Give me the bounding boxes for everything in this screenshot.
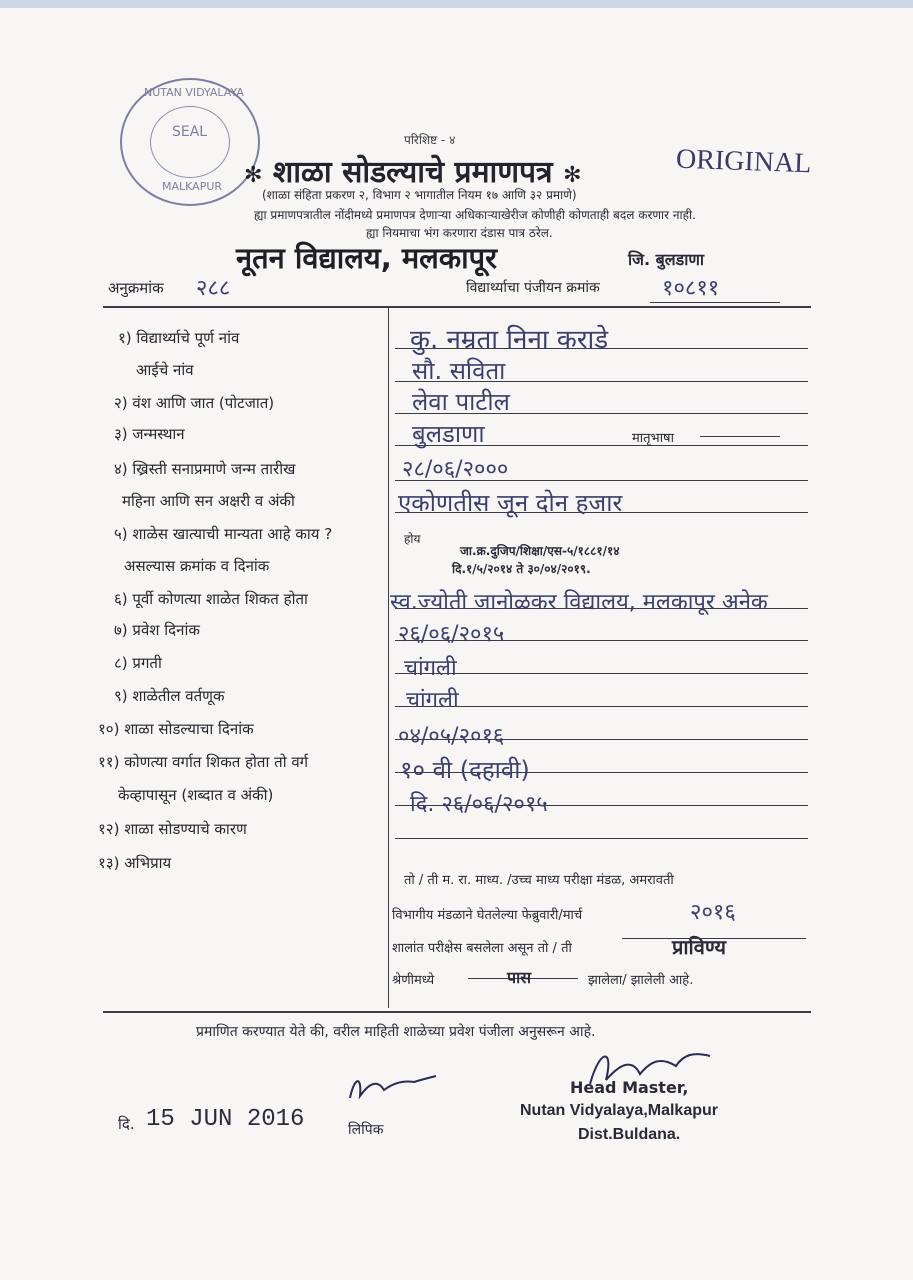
recognition-number-value: जा.क्र.दुजिप/शिक्षा/एस-५/१८८१/१४ (460, 544, 620, 558)
flourish-left-icon: ✻ (244, 163, 263, 188)
field-label-progress: ८) प्रगती (114, 654, 162, 672)
remarks-line-3: शालांत परीक्षेस बसलेला असून तो / ती (392, 941, 572, 956)
clerk-label: लिपिक (348, 1122, 384, 1138)
headmaster-school: Nutan Vidyalaya,Malkapur (520, 1102, 718, 1119)
birthplace-value: बुलडाणा (412, 420, 485, 448)
rule-reference: (शाळा संहिता प्रकरण २, विभाग २ भागातील नियम १७ आणि ३२ प्रमाणे) (262, 188, 577, 202)
field-label-admission-date: ७) प्रवेश दिनांक (114, 621, 200, 639)
original-stamp: ORIGINAL (675, 143, 812, 180)
field-label-class: ११) कोणत्या वर्गात शिकत होता तो वर्ग (98, 753, 309, 771)
school-seal (120, 78, 263, 206)
certificate-title: शाळा सोडल्याचे प्रमाणपत्र (272, 155, 553, 190)
field-label-remarks: १३) अभिप्राय (98, 854, 172, 872)
registration-label: विद्यार्थ्याचा पंजीयन क्रमांक (466, 280, 600, 296)
class-since-value: दि. २६/०६/२०१५ (410, 792, 548, 817)
field-label-previous-school: ६) पूर्वी कोणत्या शाळेत शिकत होता (114, 590, 308, 608)
appendix-label: परिशिष्ट - ४ (404, 133, 456, 147)
remarks-line-4-end: झालेला/ झालेली आहे. (588, 973, 694, 988)
remarks-line-2: विभागीय मंडळाने घेतलेल्या फेब्रुवारी/मार्च (392, 908, 583, 923)
table-top-rule (103, 306, 811, 308)
seal-text-center: SEAL (172, 124, 208, 140)
field-label-conduct: ९) शाळेतील वर्तणूक (114, 687, 225, 705)
recognition-value: होय (404, 532, 421, 546)
mother-tongue-label: मातृभाषा (632, 431, 674, 446)
conduct-value: चांगली (406, 688, 459, 713)
clerk-signature (340, 1068, 440, 1108)
table-divider (388, 308, 389, 1008)
table-bottom-rule (103, 1011, 811, 1013)
field-label-class-since: केव्हापासून (शब्दात व अंकी) (118, 786, 274, 804)
field-label-birthdate-words: महिना आणि सन अक्षरी व अंकी (122, 492, 295, 510)
school-name: नूतन विद्यालय, मलकापूर (236, 241, 497, 275)
remarks-line-4: श्रेणीमध्ये (392, 973, 435, 988)
field-label-recognition-number: असल्यास क्रमांक व दिनांक (124, 557, 270, 575)
birthdate-words-value: एकोणतीस जून दोन हजार (398, 489, 623, 517)
admission-date-value: २६/०६/२०१५ (398, 622, 505, 647)
previous-school-value: स्व.ज्योती जानोळकर विद्यालय, मलकापूर अनेक (390, 590, 768, 615)
certification-text: प्रमाणित करण्यात येते की, वरील माहिती शाळेच्या प्रवेश पंजीला अनुसरून आहे. (196, 1024, 596, 1040)
division-value: प्राविण्य (672, 935, 726, 959)
serial-label: अनुक्रमांक (108, 279, 164, 297)
class-value: १० वी (दहावी) (400, 756, 530, 784)
caste-value: लेवा पाटील (412, 388, 510, 416)
date-label: दि. (118, 1115, 135, 1133)
flourish-right-icon: ✻ (563, 163, 582, 188)
field-label-birthdate: ४) ख्रिस्ती सनाप्रमाणे जन्म तारीख (114, 460, 296, 478)
progress-value: चांगली (404, 656, 457, 681)
leaving-date-value: ०४/०५/२०१६ (398, 724, 505, 749)
field-label-mother-name: आईचे नांव (136, 361, 194, 379)
field-label-birthplace: ३) जन्मस्थान (114, 425, 185, 443)
field-label-recognition: ५) शाळेस खात्याची मान्यता आहे काय ? (114, 525, 333, 543)
penalty-note: ह्या नियमाचा भंग करणारा दंडास पात्र ठरेल. (366, 226, 553, 240)
alteration-note: ह्या प्रमाणपत्रातील नोंदीमध्ये प्रमाणपत्र देणाऱ्या अधिकाऱ्याखेरीज कोणीही कोणताही बदल करणार नाही. (254, 208, 696, 222)
headmaster-district: Dist.Buldana. (578, 1126, 681, 1143)
remarks-line-1: तो / ती म. रा. माध्य. /उच्च माध्य परीक्षा मंडळ, अमरावती (404, 873, 674, 888)
serial-value: २८८ (196, 276, 231, 301)
certificate-paper (0, 8, 913, 1280)
student-name-value: कु. नम्रता निना कराडे (410, 325, 609, 355)
mother-name-value: सौ. सविता (412, 357, 506, 385)
date-stamp: 15 JUN 2016 (146, 1106, 305, 1133)
field-label-caste: २) वंश आणि जात (पोटजात) (114, 394, 275, 412)
recognition-validity-value: दि.१/५/२०१४ ते ३०/०४/२०१९. (452, 562, 591, 576)
school-district: जि. बुलडाणा (628, 250, 705, 269)
exam-year-value: २०१६ (690, 900, 736, 925)
result-value: पास (507, 968, 532, 987)
seal-text-bottom: MALKAPUR (162, 180, 223, 193)
field-label-student-name: १) विद्यार्थ्याचे पूर्ण नांव (118, 329, 240, 347)
birthdate-value: २८/०६/२००० (402, 457, 509, 482)
field-label-leaving-reason: १२) शाळा सोडण्याचे कारण (98, 820, 247, 838)
seal-text-top: NUTAN VIDYALAYA (144, 86, 244, 99)
field-label-leaving-date: १०) शाळा सोडल्याचा दिनांक (98, 720, 254, 738)
registration-value: १०८११ (662, 276, 720, 301)
headmaster-title: Head Master, (570, 1078, 689, 1097)
